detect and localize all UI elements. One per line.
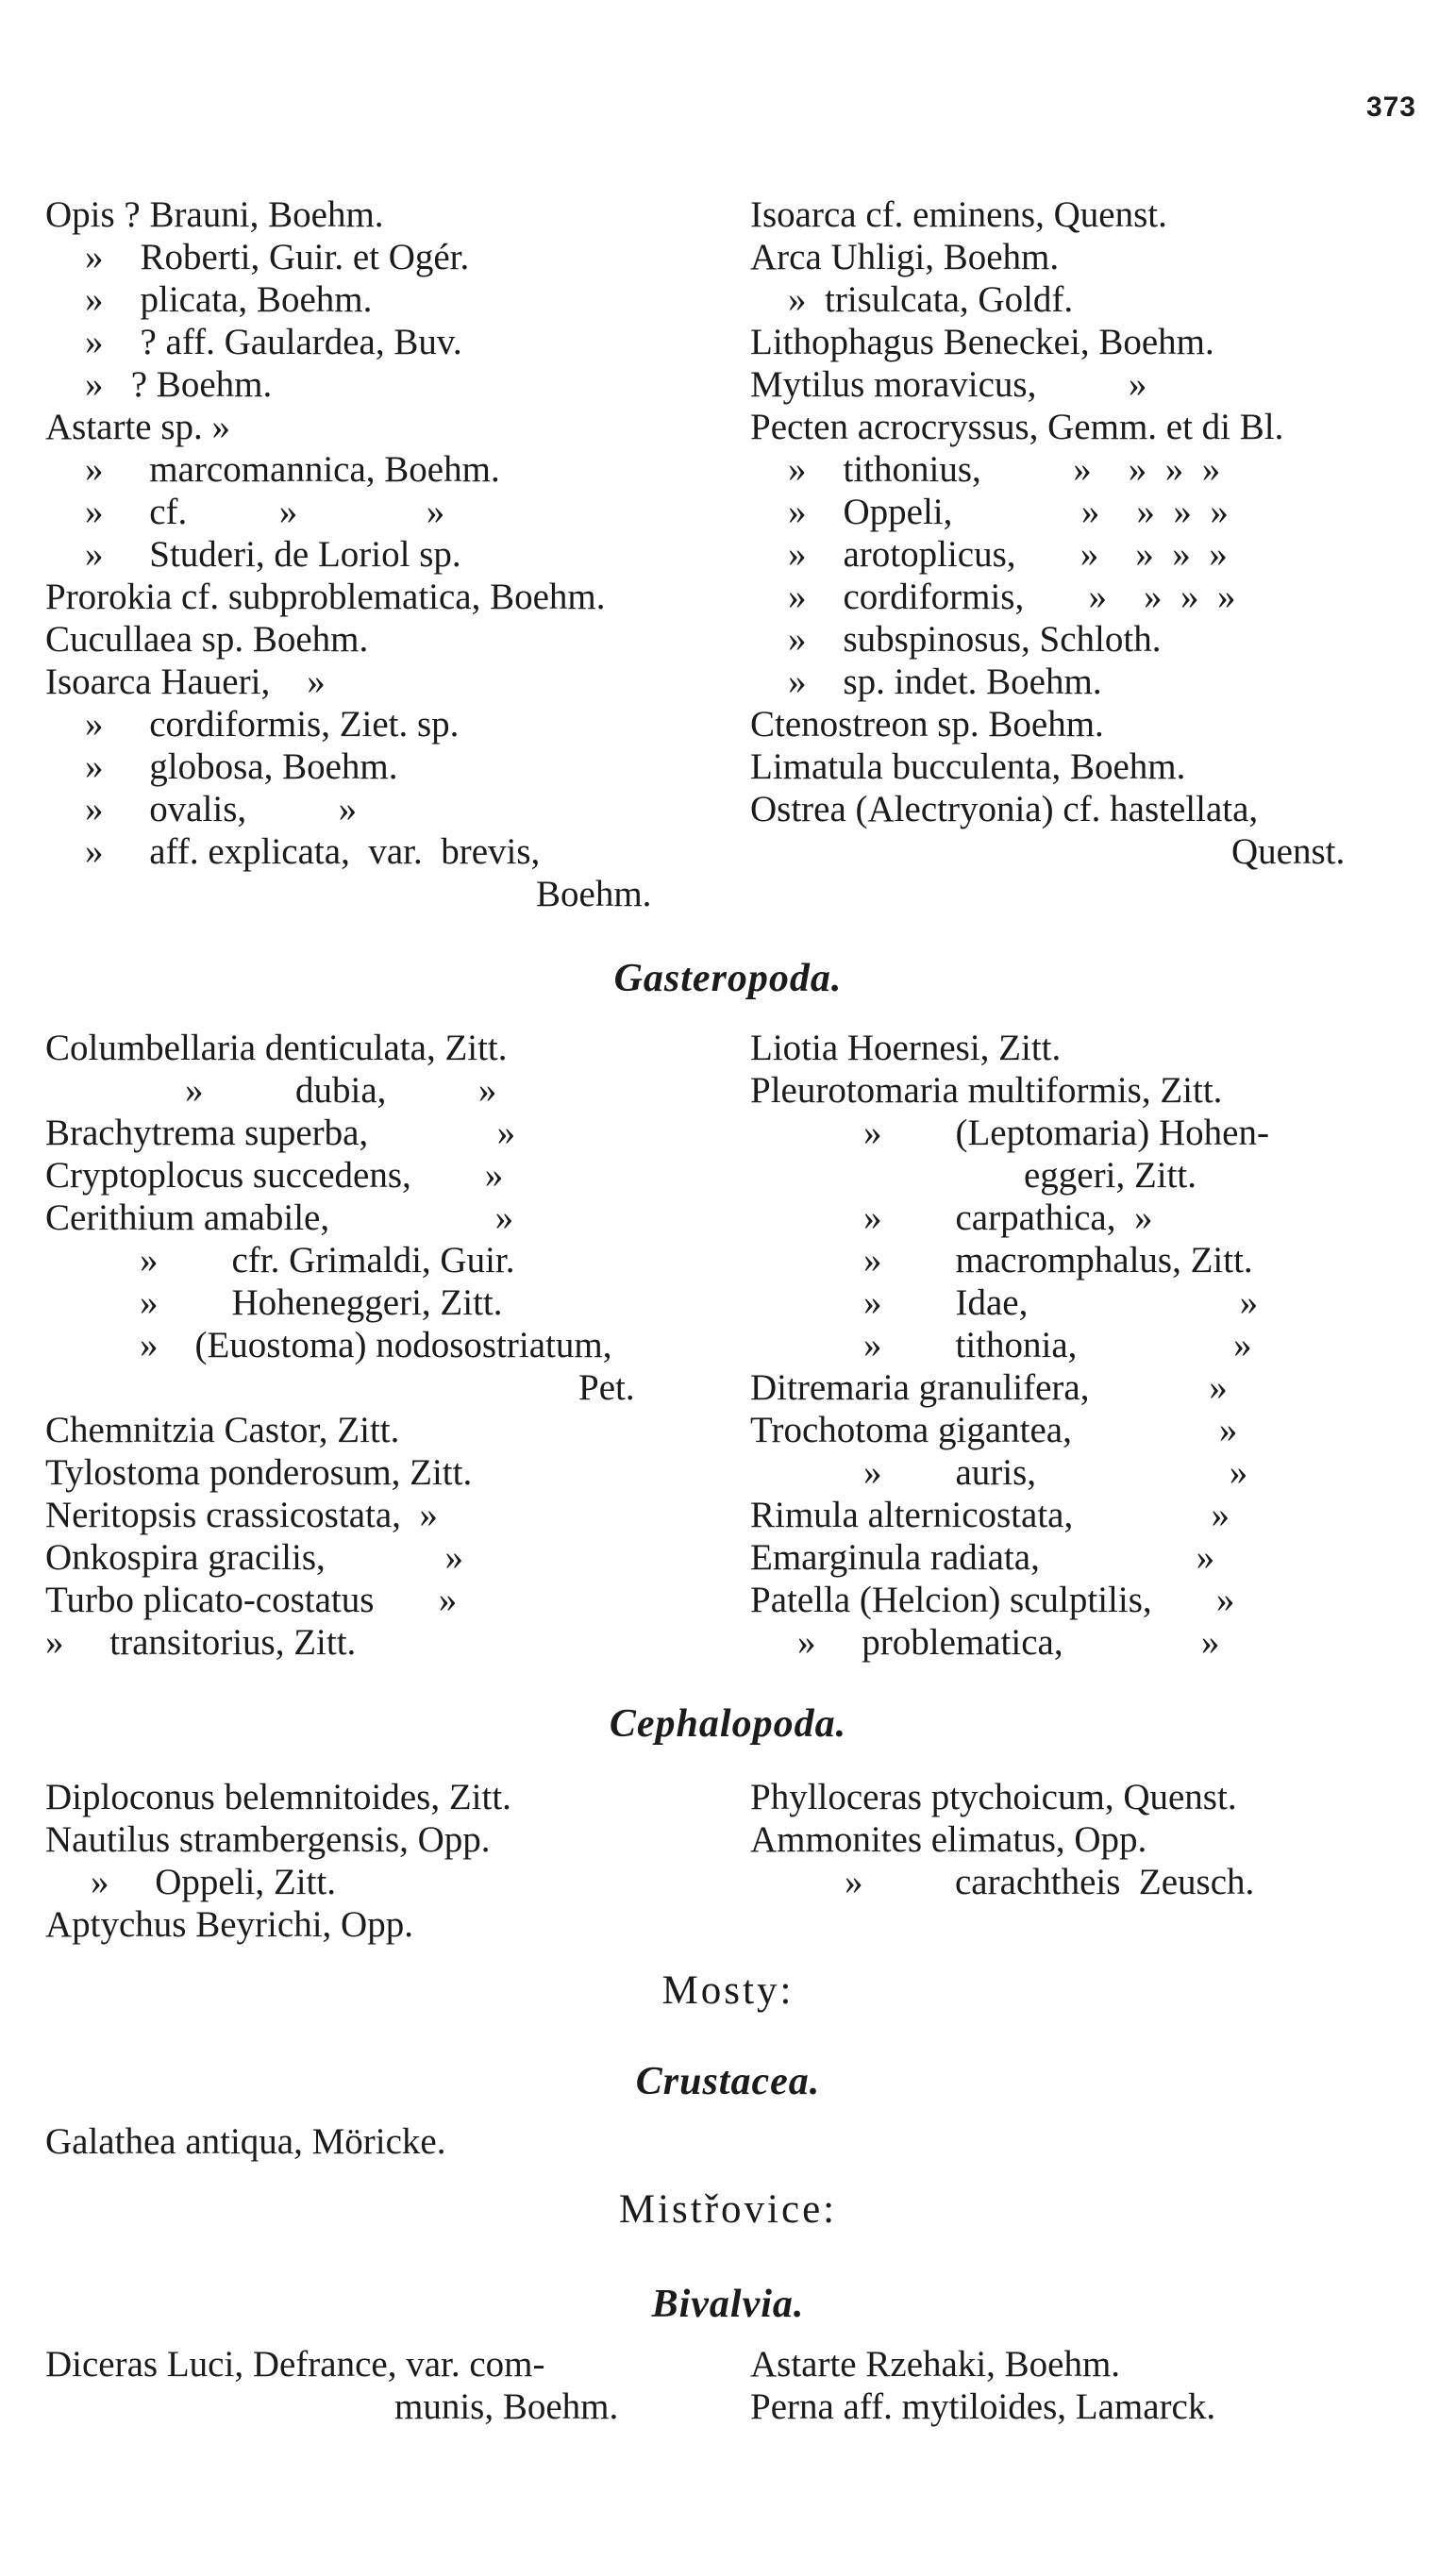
list-item: » ? Boehm. <box>85 364 273 405</box>
list-item: Brachytrema superba, » <box>45 1113 516 1153</box>
list-item: » (Leptomaria) Hohen- <box>863 1113 1269 1153</box>
gasteropoda-heading: Gasteropoda. <box>613 957 843 1000</box>
list-item: Opis ? Brauni, Boehm. <box>45 194 384 235</box>
list-item: » Hoheneggeri, Zitt. <box>140 1282 503 1323</box>
list-item: Arca Uhligi, Boehm. <box>750 237 1060 277</box>
list-item: Nautilus strambergensis, Opp. <box>45 1819 491 1860</box>
mistrovice-heading: Mistřovice: <box>618 2187 838 2232</box>
list-item: Cerithium amabile, » <box>45 1197 514 1238</box>
list-item: Aptychus Beyrichi, Opp. <box>45 1904 413 1945</box>
list-item: » macromphalus, Zitt. <box>863 1240 1253 1280</box>
list-item: » Oppeli, » » » » <box>788 492 1229 532</box>
list-item: Quenst. <box>1231 831 1346 872</box>
list-item: » trisulcata, Goldf. <box>788 279 1074 320</box>
list-item: Perna aff. mytiloides, Lamarck. <box>750 2386 1216 2427</box>
list-item: Prorokia cf. subproblematica, Boehm. <box>45 577 606 617</box>
list-item: Phylloceras ptychoicum, Quenst. <box>750 1777 1237 1817</box>
list-item: Cryptoplocus succedens, » <box>45 1155 504 1196</box>
mistrovice-right-column <box>750 2343 1215 2428</box>
list-item: » plicata, Boehm. <box>85 279 373 320</box>
list-item: » marcomannica, Boehm. <box>85 449 500 490</box>
list-item: eggeri, Zitt. <box>1024 1155 1197 1196</box>
list-item: Diploconus belemnitoides, Zitt. <box>45 1777 511 1817</box>
list-item: Tylostoma ponderosum, Zitt. <box>45 1452 473 1493</box>
list-item: » carpathica, » <box>863 1197 1153 1238</box>
list-item: Isoarca Haueri, » <box>45 661 326 702</box>
page-number: 373 <box>1365 92 1416 123</box>
list-item: » cordiformis, Ziet. sp. <box>85 704 460 745</box>
list-item: » Oppeli, Zitt. <box>91 1862 336 1902</box>
gasteropoda-left-column <box>45 1027 635 1664</box>
list-item: munis, Boehm. <box>394 2386 619 2427</box>
list-item: Astarte sp. » <box>45 407 231 447</box>
list-item: » auris, » <box>863 1452 1248 1493</box>
list-item: Ditremaria granulifera, » <box>750 1367 1228 1408</box>
list-item: Isoarca cf. eminens, Quenst. <box>750 194 1167 235</box>
list-item: » tithonius, » » » » <box>788 449 1221 490</box>
crustacea-left-column <box>45 2120 446 2163</box>
list-item: » arotoplicus, » » » » <box>788 534 1228 575</box>
list-item: » cf. » » <box>85 492 445 532</box>
list-item: » tithonia, » <box>863 1325 1252 1365</box>
list-item: » cfr. Grimaldi, Guir. <box>140 1240 515 1280</box>
list-item: » globosa, Boehm. <box>85 746 398 787</box>
list-item: Astarte Rzehaki, Boehm. <box>750 2344 1121 2385</box>
list-item: » problematica, » <box>797 1622 1220 1663</box>
list-item: » ovalis, » <box>85 789 358 829</box>
list-item: Ostrea (Alectryonia) cf. hastellata, <box>750 789 1259 829</box>
crustacea-heading: Crustacea. <box>635 2060 821 2103</box>
list-item: Ctenostreon sp. Boehm. <box>750 704 1104 745</box>
bivalvia-right-column <box>750 193 1345 873</box>
mosty-heading: Mosty: <box>661 1968 795 2013</box>
list-item: » (Euostoma) nodosostriatum, <box>140 1325 612 1365</box>
list-item: Lithophagus Beneckei, Boehm. <box>750 322 1214 362</box>
list-item: Turbo plicato-costatus » <box>45 1580 458 1620</box>
list-item: » Studeri, de Loriol sp. <box>85 534 461 575</box>
list-item: » ? aff. Gaulardea, Buv. <box>85 322 462 362</box>
list-item: » cordiformis, » » » » <box>788 577 1236 617</box>
list-item: » dubia, » <box>185 1070 497 1111</box>
mistrovice-left-column <box>45 2343 618 2428</box>
gasteropoda-right-column <box>750 1027 1269 1664</box>
list-item: Ammonites elimatus, Opp. <box>750 1819 1147 1860</box>
list-item: Columbellaria denticulata, Zitt. <box>45 1028 508 1068</box>
list-item: Boehm. <box>536 874 652 914</box>
list-item: » transitorius, Zitt. <box>45 1622 357 1663</box>
list-item: Limatula bucculenta, Boehm. <box>750 746 1186 787</box>
list-item: Pleurotomaria multiformis, Zitt. <box>750 1070 1223 1111</box>
list-item: Onkospira gracilis, » <box>45 1537 464 1578</box>
bivalvia-left-column <box>45 193 651 915</box>
bivalvia-mistrovice-heading: Bivalvia. <box>651 2283 805 2326</box>
cephalopoda-right-column <box>750 1776 1254 1903</box>
list-item: Galathea antiqua, Möricke. <box>45 2121 446 2162</box>
list-item: Chemnitzia Castor, Zitt. <box>45 1410 400 1450</box>
list-item: Emarginula radiata, » <box>750 1537 1215 1578</box>
cephalopoda-left-column <box>45 1776 511 1946</box>
list-item: Pecten acrocryssus, Gemm. et di Bl. <box>750 407 1284 447</box>
list-item: Rimula alternicostata, » <box>750 1495 1230 1535</box>
list-item: Neritopsis crassicostata, » <box>45 1495 438 1535</box>
list-item: » Roberti, Guir. et Ogér. <box>85 237 470 277</box>
list-item: Trochotoma gigantea, » <box>750 1410 1238 1450</box>
list-item: Diceras Luci, Defrance, var. com- <box>45 2344 545 2385</box>
list-item: » subspinosus, Schloth. <box>788 619 1162 660</box>
list-item: Liotia Hoernesi, Zitt. <box>750 1028 1062 1068</box>
list-item: » aff. explicata, var. brevis, <box>85 831 541 872</box>
list-item: » carachtheis Zeusch. <box>845 1862 1255 1902</box>
cephalopoda-heading: Cephalopoda. <box>609 1702 847 1746</box>
list-item: Cucullaea sp. Boehm. <box>45 619 369 660</box>
list-item: » Idae, » <box>863 1282 1259 1323</box>
list-item: Patella (Helcion) sculptilis, » <box>750 1580 1235 1620</box>
list-item: Pet. <box>578 1367 635 1408</box>
list-item: » sp. indet. Boehm. <box>788 661 1102 702</box>
list-item: Mytilus moravicus, » <box>750 364 1147 405</box>
